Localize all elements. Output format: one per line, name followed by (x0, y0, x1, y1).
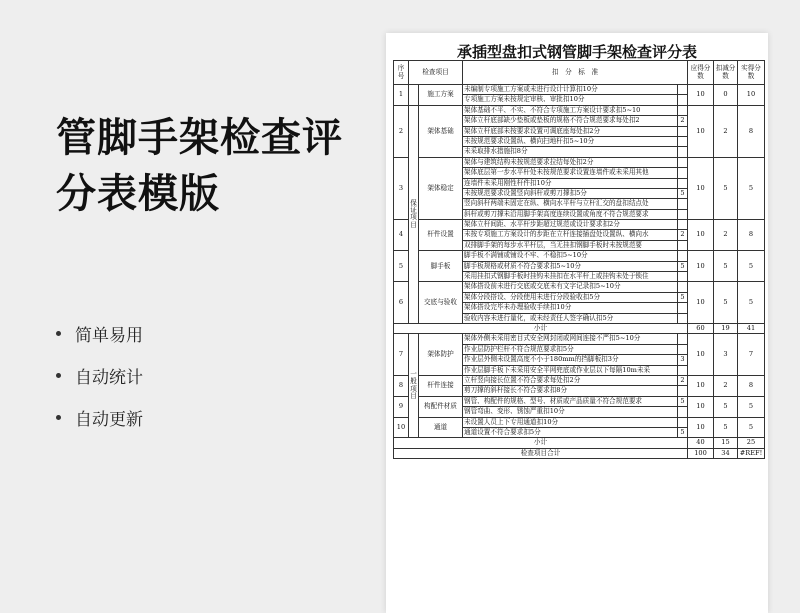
feature-item (56, 396, 143, 438)
criteria-text: 双排脚手架的每步水平杆层，当无挂扣钢脚手板时未按规范要 (463, 240, 678, 250)
check-item-name: 交底与验收 (419, 282, 463, 324)
max-score: 10 (688, 396, 714, 417)
deduct-score: 5 (714, 282, 738, 324)
feature-item (56, 354, 143, 396)
deduct-score: 2 (714, 220, 738, 251)
criteria-points: 3 (678, 355, 688, 365)
criteria-text: 架体搭设完毕未办理验收手续扣10分 (463, 303, 678, 313)
criteria-text: 架体立杆间距、水平杆步距超过规范或设计要求扣2分 (463, 220, 678, 230)
bullet-icon (56, 415, 61, 420)
criteria-text: 未按规范要求设置纵、横向扫地杆扣5~10分 (463, 136, 678, 146)
deduct-score: 0 (714, 85, 738, 106)
header-seq: 序号 (394, 61, 409, 85)
feature-label: 自动统计 (75, 367, 143, 388)
feature-label: 自动更新 (75, 409, 143, 430)
row-number: 2 (394, 105, 409, 157)
deduct-score: 2 (714, 375, 738, 396)
table-row (394, 105, 765, 115)
actual-score: 10 (738, 85, 765, 106)
row-number: 3 (394, 157, 409, 219)
row-number: 5 (394, 251, 409, 282)
check-item-name: 构配件材质 (419, 396, 463, 417)
criteria-points (678, 209, 688, 219)
group-label-guarantee (409, 85, 419, 106)
header-actual: 实得分数 (738, 61, 765, 85)
row-number: 9 (394, 396, 409, 417)
criteria-points: 5 (678, 261, 688, 271)
table-row (394, 251, 765, 261)
criteria-points (678, 303, 688, 313)
criteria-points: 2 (678, 375, 688, 385)
row-number: 4 (394, 220, 409, 251)
group-label-guarantee: 保证项目 (409, 105, 419, 323)
table-row (394, 334, 765, 344)
criteria-text: 架体立杆底部缺少垫板或垫板的规格不符合规范要求每处扣2 (463, 116, 678, 126)
check-item-name: 脚手板 (419, 251, 463, 282)
criteria-text: 未设置人员上下专用通道扣10分 (463, 417, 678, 427)
table-row (394, 375, 765, 385)
subtotal-actual: 25 (738, 438, 765, 448)
criteria-text: 竖向斜杆两端未固定在纵、横向水平杆与立杆汇交的盘扣结点处 (463, 199, 678, 209)
criteria-points (678, 334, 688, 344)
deduct-score: 5 (714, 157, 738, 219)
subtotal-label: 小计 (394, 438, 688, 448)
total-actual: #REF! (738, 448, 765, 458)
max-score: 10 (688, 334, 714, 376)
max-score: 10 (688, 375, 714, 396)
criteria-text: 架体基础不平、不实、不符合专项施工方案设计要求扣5~10 (463, 105, 678, 115)
criteria-points (678, 313, 688, 323)
criteria-text: 架体搭设前未进行交底或交底未有文字记录扣5~10分 (463, 282, 678, 292)
table-row (394, 85, 765, 95)
bullet-icon (56, 373, 61, 378)
subtotal-row (394, 438, 765, 448)
feature-list (56, 312, 143, 438)
subtotal-actual: 41 (738, 323, 765, 333)
table-row (394, 396, 765, 406)
score-table (393, 60, 765, 459)
check-item-name: 架体防护 (419, 334, 463, 376)
criteria-points (678, 240, 688, 250)
criteria-text: 架体底层第一步水平杆处未按规范要求设置连墙件或未采用其他 (463, 168, 678, 178)
criteria-points (678, 95, 688, 105)
criteria-points (678, 251, 688, 261)
criteria-points: 2 (678, 116, 688, 126)
check-item-name: 杆件设置 (419, 220, 463, 251)
row-number: 10 (394, 417, 409, 438)
actual-score: 5 (738, 251, 765, 282)
total-max: 100 (688, 448, 714, 458)
criteria-points: 5 (678, 188, 688, 198)
deduct-score: 3 (714, 334, 738, 376)
criteria-points (678, 282, 688, 292)
criteria-text: 架体与建筑结构未按规范要求拉结每处扣2分 (463, 157, 678, 167)
subtotal-label: 小计 (394, 323, 688, 333)
criteria-text: 脚手板不满铺或铺设不牢、不稳扣5~10分 (463, 251, 678, 261)
criteria-text: 立杆竖向接长位置不符合要求每处扣2分 (463, 375, 678, 385)
criteria-points: 5 (678, 427, 688, 437)
actual-score: 5 (738, 157, 765, 219)
feature-title: 管脚手架检查评分表模版 (56, 115, 343, 217)
criteria-points (678, 365, 688, 375)
criteria-points (678, 168, 688, 178)
criteria-points (678, 85, 688, 95)
actual-score: 5 (738, 396, 765, 417)
max-score: 10 (688, 417, 714, 438)
max-score: 10 (688, 85, 714, 106)
deduct-score: 2 (714, 105, 738, 157)
criteria-text: 作业层脚手板下未采用安全平网兜底或作业层以下每隔10m未采 (463, 365, 678, 375)
criteria-points: 5 (678, 292, 688, 302)
actual-score: 5 (738, 417, 765, 438)
header-check-item: 检查项目 (409, 61, 463, 85)
criteria-text: 架体立杆底部未按要求设置可调底座每处扣2分 (463, 126, 678, 136)
max-score: 10 (688, 105, 714, 157)
actual-score: 7 (738, 334, 765, 376)
max-score: 10 (688, 282, 714, 324)
criteria-text: 架体分段搭设、分段使用未进行分段验收扣5分 (463, 292, 678, 302)
criteria-text: 未按专项施工方案设计的步距在立杆连接插盘处设置纵、横向水 (463, 230, 678, 240)
feature-label: 简单易用 (75, 325, 143, 346)
criteria-points (678, 220, 688, 230)
table-row (394, 417, 765, 427)
subtotal-deduct: 19 (714, 323, 738, 333)
row-number: 8 (394, 375, 409, 396)
check-item-name: 杆件连接 (419, 375, 463, 396)
group-label-general: 一般项目 (409, 334, 419, 438)
criteria-points (678, 344, 688, 354)
feature-item (56, 312, 143, 354)
criteria-text: 专项施工方案未按规定审核、审批扣10分 (463, 95, 678, 105)
criteria-points (678, 407, 688, 417)
max-score: 10 (688, 251, 714, 282)
criteria-text: 采用挂扣式钢脚手板时挂钩未挂扣在水平杆上或挂钩未处于锁住 (463, 272, 678, 282)
criteria-points (678, 126, 688, 136)
criteria-points (678, 157, 688, 167)
subtotal-max: 40 (688, 438, 714, 448)
criteria-points: 5 (678, 396, 688, 406)
criteria-points (678, 386, 688, 396)
check-item-name: 施工方案 (419, 85, 463, 106)
max-score: 10 (688, 157, 714, 219)
deduct-score: 5 (714, 251, 738, 282)
criteria-points (678, 147, 688, 157)
row-number: 6 (394, 282, 409, 324)
criteria-text: 脚手板规格或材质不符合要求扣5~10分 (463, 261, 678, 271)
check-item-name: 架体基础 (419, 105, 463, 157)
criteria-points (678, 272, 688, 282)
check-item-name: 架体稳定 (419, 157, 463, 219)
criteria-points (678, 199, 688, 209)
row-number: 7 (394, 334, 409, 376)
table-row (394, 282, 765, 292)
criteria-points: 2 (678, 230, 688, 240)
table-row (394, 220, 765, 230)
criteria-text: 未按规范要求设置竖向斜杆或剪刀撑扣5分 (463, 188, 678, 198)
row-number: 1 (394, 85, 409, 106)
criteria-text: 作业层防护栏杆不符合规范要求扣5分 (463, 344, 678, 354)
criteria-text: 钢管、构配件的规格、型号、材质或产品质量不符合规范要求 (463, 396, 678, 406)
criteria-text: 未编制专项施工方案或未进行设计计算扣10分 (463, 85, 678, 95)
document-title: 承插型盘扣式钢管脚手架检查评分表 (456, 43, 697, 61)
total-deduct: 34 (714, 448, 738, 458)
header-criteria: 扣 分 标 准 (463, 61, 688, 85)
criteria-text: 剪刀撑的斜杆接长不符合要求扣8分 (463, 386, 678, 396)
subtotal-row (394, 323, 765, 333)
criteria-points (678, 178, 688, 188)
actual-score: 8 (738, 375, 765, 396)
criteria-text: 斜杆或剪刀撑未沿用脚手架高度连续设置或角度不符合规范要求 (463, 209, 678, 219)
subtotal-deduct: 15 (714, 438, 738, 448)
header-max-score: 应得分数 (688, 61, 714, 85)
criteria-text: 未采取排水措施扣8分 (463, 147, 678, 157)
table-row (394, 157, 765, 167)
actual-score: 5 (738, 282, 765, 324)
criteria-points (678, 136, 688, 146)
actual-score: 8 (738, 105, 765, 157)
criteria-points (678, 417, 688, 427)
total-label: 检查项目合计 (394, 448, 688, 458)
criteria-points (678, 105, 688, 115)
max-score: 10 (688, 220, 714, 251)
check-item-name: 通道 (419, 417, 463, 438)
header-deduct: 扣减分数 (714, 61, 738, 85)
criteria-text: 通道设置不符合要求扣5分 (463, 427, 678, 437)
criteria-text: 验收内容未进行量化，或未经责任人签字确认扣5分 (463, 313, 678, 323)
criteria-text: 作业层外侧未设置高度不小于180mm的挡脚板扣3分 (463, 355, 678, 365)
table-header-row (394, 61, 765, 85)
criteria-text: 架体外侧未采用密目式安全网封闭或网间连接不严扣5~10分 (463, 334, 678, 344)
bullet-icon (56, 331, 61, 336)
subtotal-max: 60 (688, 323, 714, 333)
deduct-score: 5 (714, 417, 738, 438)
criteria-text: 钢管弯曲、变形、锈蚀严重扣10分 (463, 407, 678, 417)
deduct-score: 5 (714, 396, 738, 417)
total-row (394, 448, 765, 458)
criteria-text: 连墙件未采用刚性杆件扣10分 (463, 178, 678, 188)
actual-score: 8 (738, 220, 765, 251)
document-preview (386, 33, 768, 613)
